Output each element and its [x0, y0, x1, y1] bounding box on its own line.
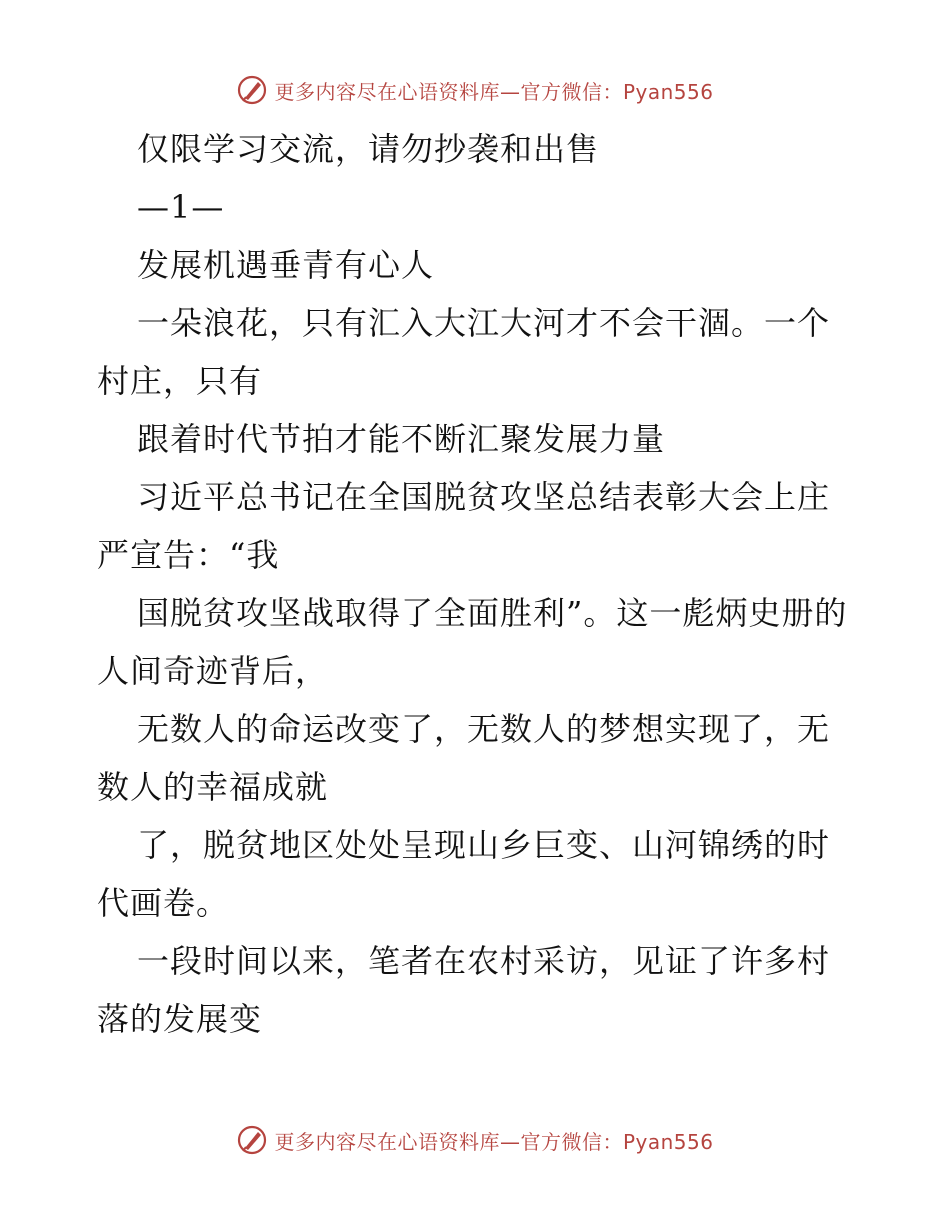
paragraph-section-number: —1— [137, 188, 225, 226]
document-body [97, 120, 857, 1048]
paragraph-section-title: 发展机遇垂青有心人 [137, 246, 435, 284]
paragraph: 无数人的命运改变了，无数人的梦想实现了，无数人的幸福成就 [97, 710, 831, 806]
header-watermark [0, 70, 950, 110]
footer-watermark [0, 1120, 950, 1160]
paragraph: 跟着时代节拍才能不断汇聚发展力量 [137, 420, 666, 458]
quill-pen-icon [236, 1124, 268, 1156]
paragraph: 一段时间以来，笔者在农村采访，见证了许多村落的发展变 [97, 942, 831, 1038]
paragraph: 习近平总书记在全国脱贫攻坚总结表彰大会上庄严宣告：“我 [97, 478, 831, 574]
footer-watermark-text: 更多内容尽在心语资料库—官方微信：Pyan556 [274, 1129, 714, 1154]
header-watermark-text: 更多内容尽在心语资料库—官方微信：Pyan556 [274, 79, 714, 104]
paragraph-disclaimer: 仅限学习交流，请勿抄袭和出售 [137, 130, 600, 168]
paragraph: 一朵浪花，只有汇入大江大河才不会干涸。一个村庄，只有 [97, 304, 831, 400]
paragraph: 国脱贫攻坚战取得了全面胜利”。这一彪炳史册的人间奇迹背后， [97, 594, 848, 690]
quill-pen-icon [236, 74, 268, 106]
paragraph: 了，脱贫地区处处呈现山乡巨变、山河锦绣的时代画卷。 [97, 826, 831, 922]
